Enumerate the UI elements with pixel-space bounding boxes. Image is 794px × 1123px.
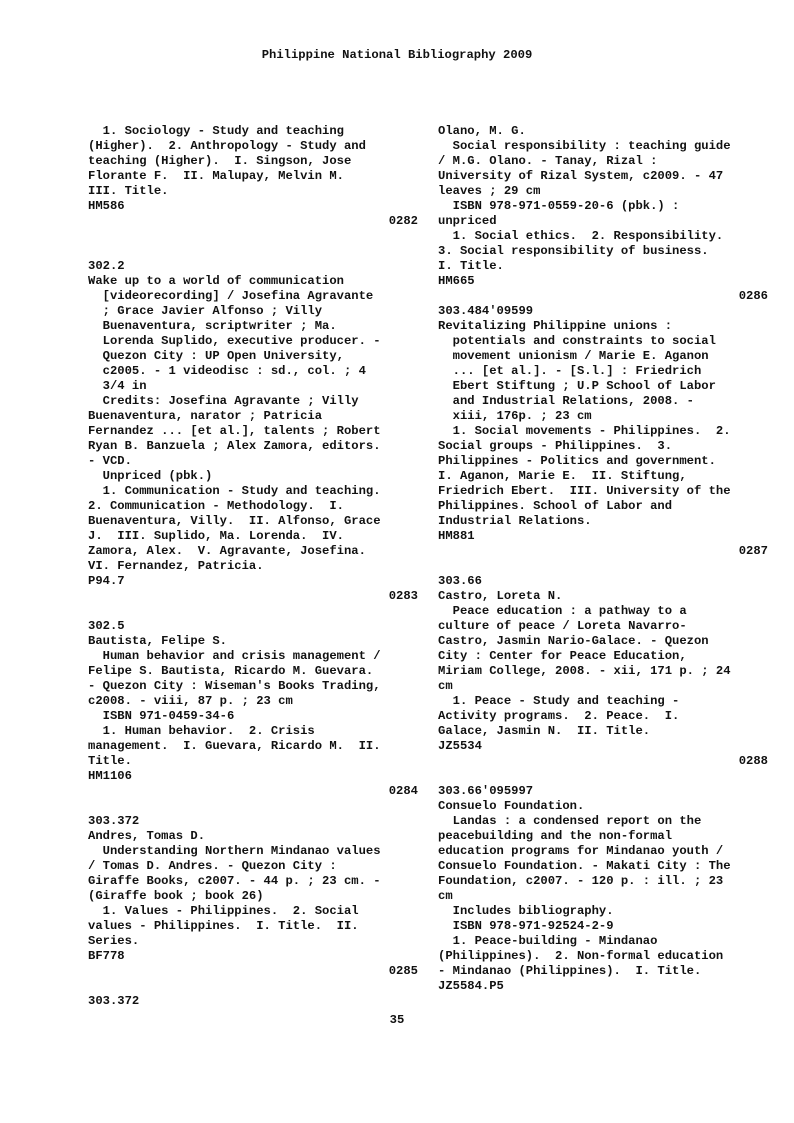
entry-line: Buenaventura, Villy. II. Alfonso, Grace — [88, 514, 381, 528]
entry-line — [438, 559, 768, 574]
entry-number: 0287 — [738, 544, 768, 558]
entry-line: I. Title. — [438, 259, 504, 273]
entry-line: 302.5 — [88, 619, 125, 633]
entry-number: 0284 — [388, 784, 418, 798]
entry-line: Foundation, c2007. - 120 p. : ill. ; 23 — [438, 874, 724, 888]
entry-line: c2005. - 1 videodisc : sd., col. ; 4 — [88, 364, 366, 378]
entry-line: Activity programs. 2. Peace. I. — [438, 709, 680, 723]
entry-line: HM586 — [88, 199, 125, 213]
entry-line: Zamora, Alex. V. Agravante, Josefina. — [88, 544, 366, 558]
entry-line: xiii, 176p. ; 23 cm — [438, 409, 592, 423]
entry-line: Revitalizing Philippine unions : — [438, 319, 673, 333]
entry-line: VI. Fernandez, Patricia. — [88, 559, 264, 573]
entry-line: management. I. Guevara, Ricardo M. II. — [88, 739, 381, 753]
entry-line: Quezon City : UP Open University, — [88, 349, 344, 363]
entry-line: Title. — [88, 754, 132, 768]
entry-line: 1. Communication - Study and teaching. — [88, 484, 381, 498]
entry-line: 303.66'095997 — [438, 784, 534, 798]
entry-line: culture of peace / Loreta Navarro- — [438, 619, 687, 633]
entry-line: 2. Communication - Methodology. I. — [88, 499, 344, 513]
entry-line: Unpriced (pbk.) — [88, 469, 213, 483]
entry-line: HM665 — [438, 274, 475, 288]
entry-line: Fernandez ... [et al.], talents ; Robert — [88, 424, 381, 438]
entry-line: Series. — [88, 934, 140, 948]
entry-line: cm — [438, 889, 453, 903]
entry-line: Wake up to a world of communication — [88, 274, 344, 288]
entry-line: Miriam College, 2008. - xii, 171 p. ; 24 — [438, 664, 731, 678]
entry-number: 0282 — [388, 214, 418, 228]
right-column — [438, 124, 768, 994]
entry-line: Ryan B. Banzuela ; Alex Zamora, editors. — [88, 439, 381, 453]
entry-line: Castro, Jasmin Nario-Galace. - Quezon — [438, 634, 709, 648]
entry-line: Olano, M. G. — [438, 124, 526, 138]
entry-line: Florante F. II. Malupay, Melvin M. — [88, 169, 344, 183]
entry-line: Philippines - Politics and government. — [438, 454, 716, 468]
entry-line: 1. Human behavior. 2. Crisis — [88, 724, 315, 738]
entry-line: 3. Social responsibility of business. — [438, 244, 709, 258]
entry-line: Consuelo Foundation. - Makati City : The — [438, 859, 731, 873]
entry-line: - VCD. — [88, 454, 132, 468]
entry-line: City : Center for Peace Education, — [438, 649, 687, 663]
entry-line: ISBN 978-971-92524-2-9 — [438, 919, 614, 933]
entry-line: ... [et al.]. - [S.l.] : Friedrich — [438, 364, 702, 378]
entry-line: - Quezon City : Wiseman's Books Trading, — [88, 679, 381, 693]
entry-number: 0286 — [738, 289, 768, 303]
entry-number: 0283 — [388, 589, 418, 603]
entry-line — [88, 229, 418, 244]
entry-line: JZ5534 — [438, 739, 482, 753]
entry-line: values - Philippines. I. Title. II. — [88, 919, 359, 933]
entry-line — [88, 799, 418, 814]
entry-line: I. Aganon, Marie E. II. Stiftung, — [438, 469, 687, 483]
entry-line: 3/4 in — [88, 379, 147, 393]
entry-line: (Higher). 2. Anthropology - Study and — [88, 139, 366, 153]
entry-line: Felipe S. Bautista, Ricardo M. Guevara. — [88, 664, 374, 678]
entry-line: Social groups - Philippines. 3. — [438, 439, 673, 453]
entry-line: 1. Values - Philippines. 2. Social — [88, 904, 359, 918]
entry-line: movement unionism / Marie E. Aganon — [438, 349, 709, 363]
entry-line: education programs for Mindanao youth / — [438, 844, 724, 858]
entry-line: HM881 — [438, 529, 475, 543]
entry-line: Industrial Relations. — [438, 514, 592, 528]
entry-line: BF778 — [88, 949, 125, 963]
entry-line: cm — [438, 679, 453, 693]
entry-line: 1. Sociology - Study and teaching — [88, 124, 344, 138]
page-number: 35 — [389, 1013, 405, 1027]
entry-line: Human behavior and crisis management / — [88, 649, 381, 663]
entry-line: 1. Peace - Study and teaching - — [438, 694, 680, 708]
entry-line: 302.2 — [88, 259, 125, 273]
entry-line: 303.372 — [88, 994, 140, 1008]
entry-line: Ebert Stiftung ; U.P School of Labor — [438, 379, 716, 393]
entry-line: - Mindanao (Philippines). I. Title. — [438, 964, 702, 978]
entry-line: Friedrich Ebert. III. University of the — [438, 484, 731, 498]
entry-line: leaves ; 29 cm — [438, 184, 541, 198]
entry-line: Social responsibility : teaching guide — [438, 139, 731, 153]
entry-line: / M.G. Olano. - Tanay, Rizal : — [438, 154, 658, 168]
entry-line: Bautista, Felipe S. — [88, 634, 227, 648]
entry-line: Castro, Loreta N. — [438, 589, 563, 603]
entry-line: 1. Social ethics. 2. Responsibility. — [438, 229, 724, 243]
entry-line: teaching (Higher). I. Singson, Jose — [88, 154, 352, 168]
entry-line: c2008. - viii, 87 p. ; 23 cm — [88, 694, 293, 708]
entry-line: ; Grace Javier Alfonso ; Villy — [88, 304, 323, 318]
entry-line: HM1106 — [88, 769, 132, 783]
entry-line: 303.484'09599 — [438, 304, 534, 318]
entry-line: Lorenda Suplido, executive producer. - — [88, 334, 381, 348]
entry-line: J. III. Suplido, Ma. Lorenda. IV. — [88, 529, 344, 543]
entry-line: 1. Social movements - Philippines. 2. — [438, 424, 731, 438]
entry-number: 0285 — [388, 964, 418, 978]
entry-line — [88, 604, 418, 619]
entry-line: 303.66 — [438, 574, 482, 588]
entry-line: peacebuilding and the non-formal — [438, 829, 673, 843]
entry-line: potentials and constraints to social — [438, 334, 716, 348]
entry-line: Includes bibliography. — [438, 904, 614, 918]
entry-line: ISBN 978-971-0559-20-6 (pbk.) : — [438, 199, 680, 213]
entry-line: Peace education : a pathway to a — [438, 604, 687, 618]
entry-line: Understanding Northern Mindanao values — [88, 844, 381, 858]
entry-line: Andres, Tomas D. — [88, 829, 206, 843]
entry-line: unpriced — [438, 214, 497, 228]
entry-line — [88, 979, 418, 994]
entry-line: P94.7 — [88, 574, 125, 588]
entry-line — [88, 244, 418, 259]
entry-line: 303.372 — [88, 814, 140, 828]
entry-line: Giraffe Books, c2007. - 44 p. ; 23 cm. - — [88, 874, 381, 888]
entry-line: (Philippines). 2. Non-formal education — [438, 949, 724, 963]
entry-line: / Tomas D. Andres. - Quezon City : — [88, 859, 337, 873]
entry-line: University of Rizal System, c2009. - 47 — [438, 169, 724, 183]
entry-line: Credits: Josefina Agravante ; Villy — [88, 394, 359, 408]
entry-line: III. Title. — [88, 184, 169, 198]
entry-line: Philippines. School of Labor and — [438, 499, 673, 513]
entry-line: 1. Peace-building - Mindanao — [438, 934, 658, 948]
entry-line: ISBN 971-0459-34-6 — [88, 709, 235, 723]
entry-line: and Industrial Relations, 2008. - — [438, 394, 694, 408]
entry-line: Galace, Jasmin N. II. Title. — [438, 724, 651, 738]
page-header: Philippine National Bibliography 2009 — [261, 48, 533, 62]
entry-line: Consuelo Foundation. — [438, 799, 585, 813]
entry-line: (Giraffe book ; book 26) — [88, 889, 264, 903]
entry-line: Buenaventura, scriptwriter ; Ma. — [88, 319, 337, 333]
entry-line: [videorecording] / Josefina Agravante — [88, 289, 374, 303]
entry-line: Buenaventura, narator ; Patricia — [88, 409, 323, 423]
entry-number: 0288 — [738, 754, 768, 768]
entry-line — [438, 769, 768, 784]
entry-line: Landas : a condensed report on the — [438, 814, 702, 828]
entry-line: JZ5584.P5 — [438, 979, 504, 993]
left-column — [88, 124, 418, 1009]
